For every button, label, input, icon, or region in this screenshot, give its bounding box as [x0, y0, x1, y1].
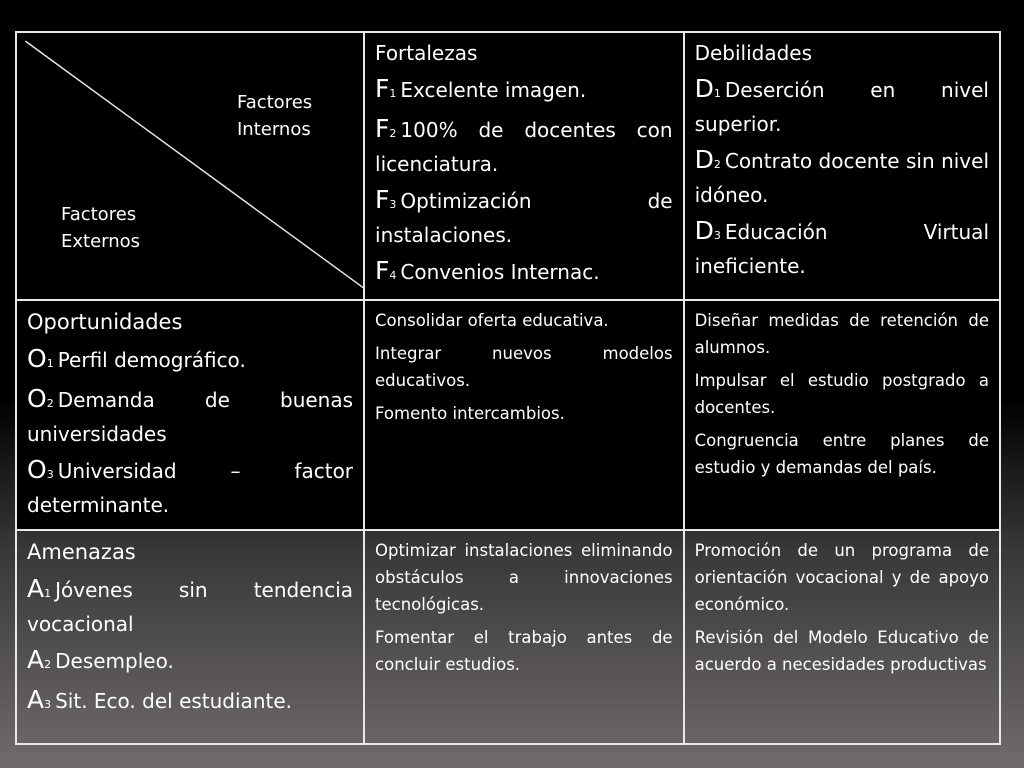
strategy-do-item: Congruencia entre planes de estudio y demandas del país.	[694, 431, 989, 477]
fortaleza-item: F3 Optimización de instalaciones.	[375, 185, 673, 247]
debilidad-item: D2 Contrato docente sin nivel idóneo.	[694, 145, 989, 207]
strategy-fa-item: Fomentar el trabajo antes de concluir estudios.	[375, 628, 673, 674]
factores-externos-label: Factores Externos	[61, 204, 141, 252]
swot-matrix	[15, 31, 1001, 745]
strategy-da-item: Promoción de un programa de orientación vocacional y de apoyo económico.	[694, 541, 989, 614]
oportunidades-title: Oportunidades	[27, 310, 183, 334]
amenaza-item: A1 Jóvenes sin tendencia vocacional	[27, 574, 354, 636]
debilidades-title: Debilidades	[694, 41, 813, 65]
strategy-da-item: Revisión del Modelo Educativo de acuerdo a necesidades productivas	[694, 628, 989, 674]
fortalezas-title: Fortalezas	[375, 41, 478, 65]
factores-internos-label: Factores Internos	[237, 92, 313, 140]
oportunidades-cell	[16, 300, 364, 530]
debilidades-cell	[684, 32, 1000, 300]
oportunidad-item: O1 Perfil demográfico.	[27, 344, 246, 373]
strategy-fo-item: Integrar nuevos modelos educativos.	[375, 344, 673, 390]
diagonal-divider	[17, 33, 363, 299]
oportunidad-item: O2 Demanda de buenas universidades	[27, 384, 354, 446]
debilidad-item: D3 Educación Virtual ineficiente.	[694, 216, 989, 278]
amenaza-item: A3 Sit. Eco. del estudiante.	[27, 685, 292, 714]
fortalezas-cell	[364, 32, 684, 300]
fortaleza-item: F1 Excelente imagen.	[375, 74, 587, 103]
strategy-fo-item: Fomento intercambios.	[375, 404, 565, 423]
debilidad-item: D1 Deserción en nivel superior.	[694, 74, 989, 136]
fortaleza-item: F4 Convenios Internac.	[375, 256, 600, 285]
fortaleza-item: F2 100% de docentes con licenciatura.	[375, 114, 673, 176]
corner-cell	[16, 32, 364, 300]
oportunidad-item: O3 Universidad – factor determinante.	[27, 455, 354, 517]
strategy-fo-item: Consolidar oferta educativa.	[375, 311, 609, 330]
strategy-fo-cell	[364, 300, 684, 530]
strategy-fa-cell	[364, 530, 684, 744]
amenazas-cell	[16, 530, 364, 744]
strategy-do-cell	[684, 300, 1000, 530]
strategy-da-cell	[684, 530, 1000, 744]
amenaza-item: A2 Desempleo.	[27, 645, 174, 674]
strategy-fa-item: Optimizar instalaciones eliminando obstáculos a innovaciones tecnológicas.	[375, 541, 673, 614]
strategy-do-item: Impulsar el estudio postgrado a docentes.	[694, 371, 989, 417]
amenazas-title: Amenazas	[27, 540, 136, 564]
strategy-do-item: Diseñar medidas de retención de alumnos.	[694, 311, 989, 357]
